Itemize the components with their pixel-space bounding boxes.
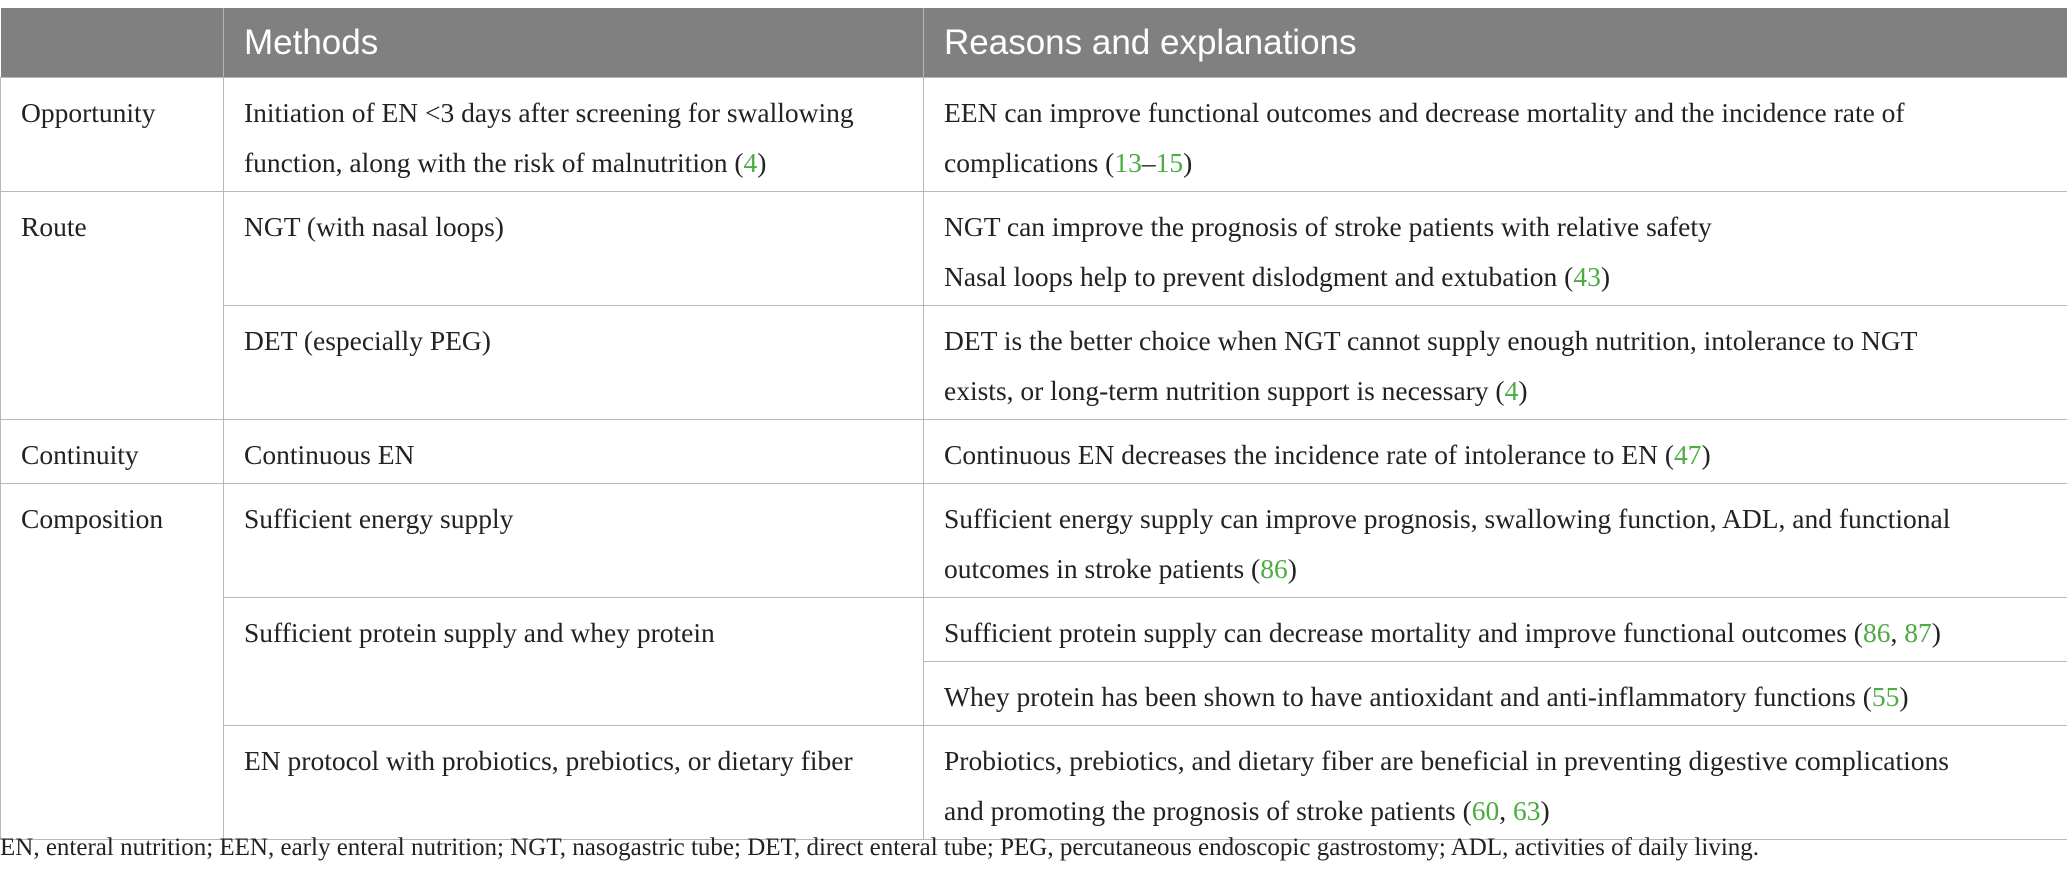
row-method: NGT (with nasal loops) <box>224 192 924 306</box>
header-methods: Methods <box>224 8 924 78</box>
row-reason: Sufficient protein supply can decrease mortality and improve functional outcomes (86, 87) <box>924 598 2067 662</box>
reference-link[interactable]: 4 <box>1504 375 1519 406</box>
reference-link[interactable]: 15 <box>1155 147 1184 178</box>
table-row <box>1 78 2067 192</box>
row-method: Continuous EN <box>224 420 924 484</box>
reference-link[interactable]: 4 <box>743 147 758 178</box>
row-reason: NGT can improve the prognosis of stroke patients with relative safety Nasal loops help to prevent dislodgment and extubation (43) <box>924 192 2067 306</box>
row-reason: Whey protein has been shown to have antioxidant and anti-inflammatory functions (55) <box>924 662 2067 726</box>
row-reason: Continuous EN decreases the incidence rate of intolerance to EN (47) <box>924 420 2067 484</box>
reference-link[interactable]: 55 <box>1871 681 1900 712</box>
reference-link[interactable]: 60 <box>1471 795 1500 826</box>
header-row <box>1 8 2067 78</box>
header-reasons: Reasons and explanations <box>924 8 2067 78</box>
header-category <box>1 8 224 78</box>
reference-link[interactable]: 87 <box>1904 617 1932 648</box>
table-row <box>1 726 2067 840</box>
row-method: Sufficient energy supply <box>224 484 924 598</box>
row-method: DET (especially PEG) <box>224 306 924 420</box>
table-row <box>1 598 2067 662</box>
row-reason: Sufficient energy supply can improve prognosis, swallowing function, ADL, and functional outcomes in stroke patients (86) <box>924 484 2067 598</box>
reference-link[interactable]: 13 <box>1114 147 1142 178</box>
table-row <box>1 192 2067 306</box>
row-reason: DET is the better choice when NGT cannot supply enough nutrition, intolerance to NGT exists, or long-term nutrition support is necessary (4) <box>924 306 2067 420</box>
table-row <box>1 484 2067 598</box>
table-footnote: EN, enteral nutrition; EEN, early enteral nutrition; NGT, nasogastric tube; DET, direct enteral tube; PEG, percutaneous endoscopic gastrostomy; ADL, activities of daily living. <box>0 834 1760 861</box>
row-category: Route <box>1 192 224 420</box>
row-method: EN protocol with probiotics, prebiotics, or dietary fiber <box>224 726 924 840</box>
row-reason: Probiotics, prebiotics, and dietary fiber are beneficial in preventing digestive complications and promoting the prognosis of stroke patients (60, 63) <box>924 726 2067 840</box>
reference-link[interactable]: 63 <box>1513 795 1541 826</box>
row-category: Continuity <box>1 420 224 484</box>
reference-link[interactable]: 86 <box>1862 617 1891 648</box>
row-reason: EEN can improve functional outcomes and decrease mortality and the incidence rate of complications (13–15) <box>924 78 2067 192</box>
data-table <box>0 8 2067 840</box>
table-row <box>1 420 2067 484</box>
row-method: Initiation of EN <3 days after screening for swallowing function, along with the risk of malnutrition (4) <box>224 78 924 192</box>
table-row <box>1 306 2067 420</box>
row-method: Sufficient protein supply and whey protein <box>224 598 924 726</box>
row-category: Opportunity <box>1 78 224 192</box>
row-category: Composition <box>1 484 224 840</box>
reference-link[interactable]: 43 <box>1573 261 1601 292</box>
reference-link[interactable]: 86 <box>1260 553 1288 584</box>
reference-link[interactable]: 47 <box>1674 439 1702 470</box>
